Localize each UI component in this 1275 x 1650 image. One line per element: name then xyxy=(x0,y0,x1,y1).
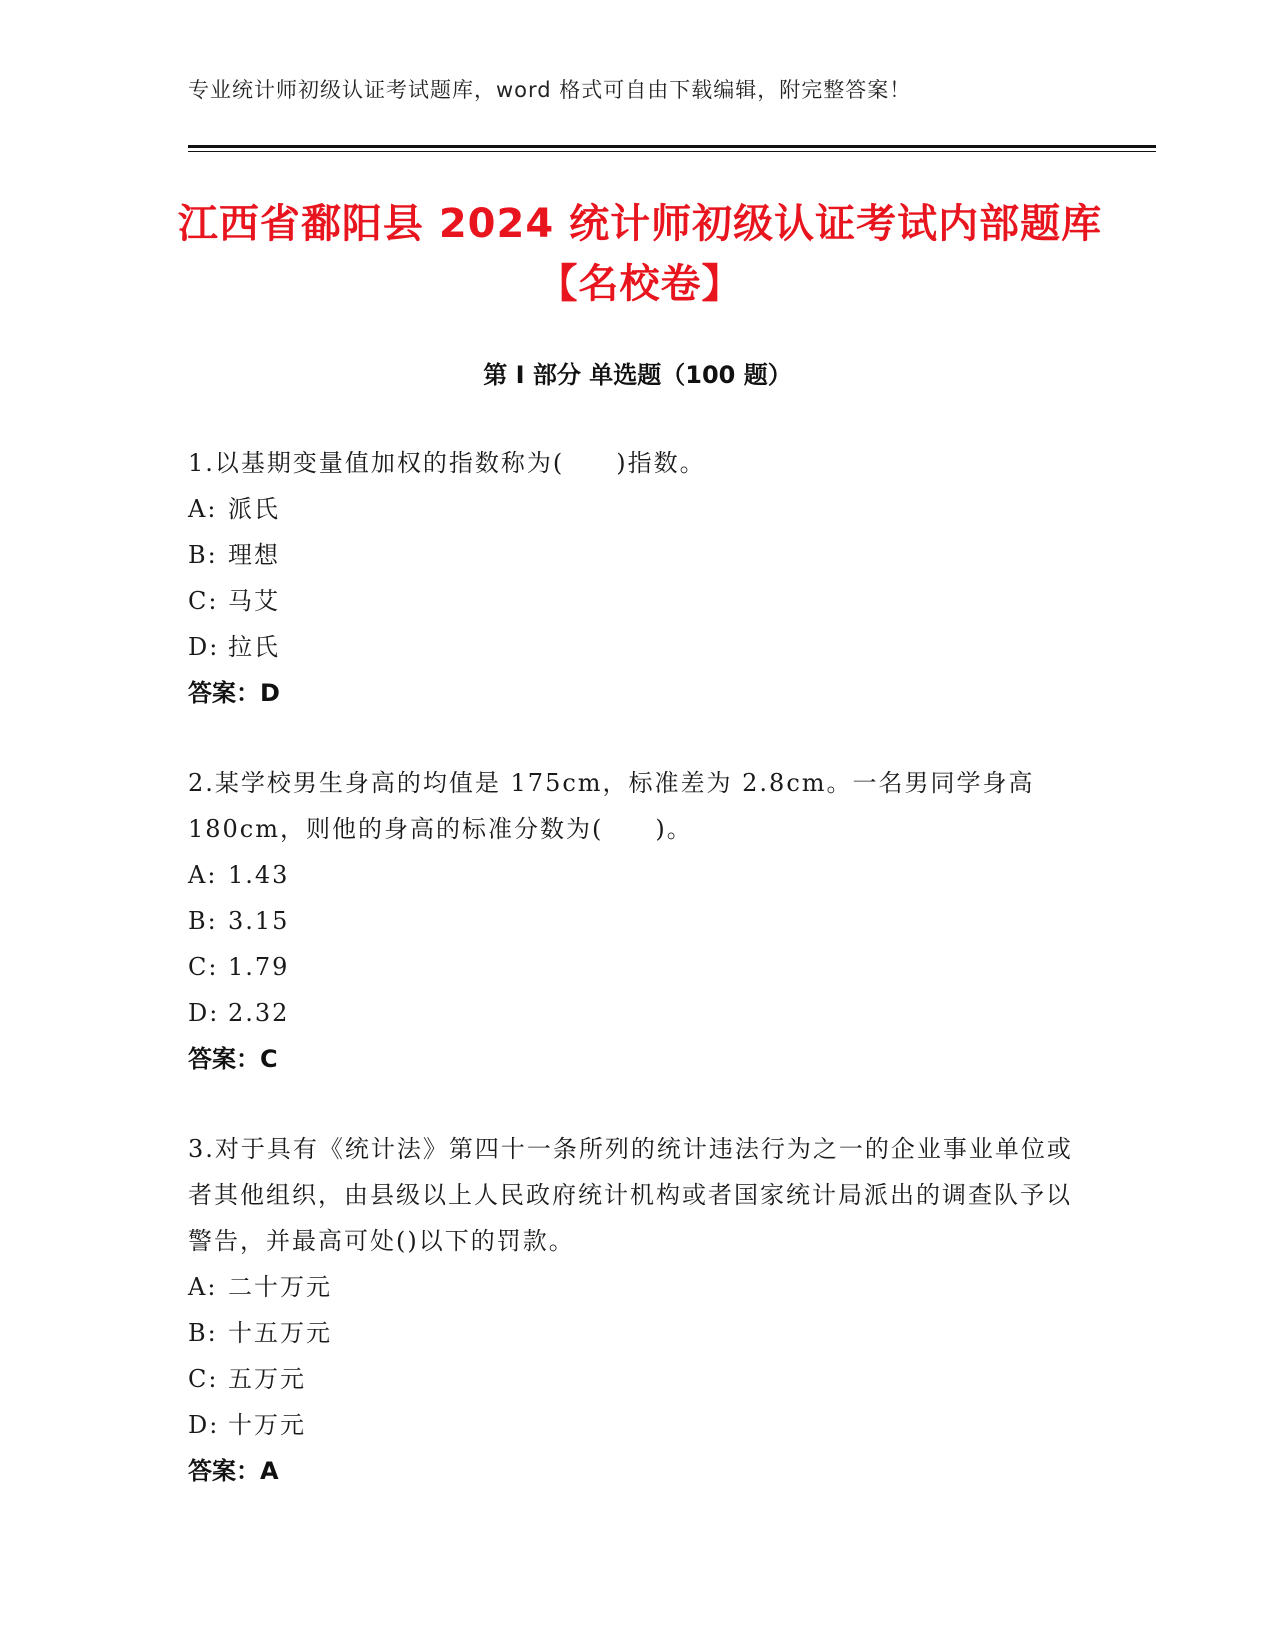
question-stem: 1.以基期变量值加权的指数称为( )指数。 xyxy=(188,449,706,477)
option-letter: C: xyxy=(188,587,219,615)
option-a xyxy=(188,1264,1088,1310)
question-stem: 2.某学校男生身高的均值是 175cm，标准差为 2.8cm。一名男同学身高 180cm，则他的身高的标准分数为( )。 xyxy=(188,769,1035,843)
option-letter: D: xyxy=(188,633,220,661)
option-text: 理想 xyxy=(228,541,280,569)
option-a xyxy=(188,852,1088,898)
option-text: 五万元 xyxy=(228,1365,306,1393)
option-letter: A: xyxy=(188,495,218,523)
option-text: 马艾 xyxy=(228,587,280,615)
option-d xyxy=(188,624,1088,670)
question-3 xyxy=(188,1126,1088,1494)
option-b xyxy=(188,898,1088,944)
answer-label: 答案：A xyxy=(188,1457,279,1485)
option-text: 十万元 xyxy=(228,1411,306,1439)
option-b xyxy=(188,532,1088,578)
option-b xyxy=(188,1310,1088,1356)
option-letter: B: xyxy=(188,907,218,935)
option-text: 2.32 xyxy=(228,999,290,1027)
option-letter: A: xyxy=(188,861,218,889)
option-d xyxy=(188,1402,1088,1448)
option-text: 派氏 xyxy=(228,495,280,523)
option-letter: D: xyxy=(188,999,220,1027)
question-list xyxy=(188,440,1088,1538)
option-letter: D: xyxy=(188,1411,220,1439)
document-title: 江西省鄱阳县 2024 统计师初级认证考试内部题库【名校卷】 xyxy=(177,201,1103,307)
option-letter: C: xyxy=(188,1365,219,1393)
option-c xyxy=(188,944,1088,990)
option-c xyxy=(188,1356,1088,1402)
option-letter: B: xyxy=(188,541,218,569)
header-note: 专业统计师初级认证考试题库，word 格式可自由下载编辑，附完整答案！ xyxy=(188,78,912,102)
option-text: 十五万元 xyxy=(228,1319,332,1347)
option-text: 1.43 xyxy=(228,861,290,889)
option-text: 3.15 xyxy=(228,907,290,935)
option-text: 二十万元 xyxy=(228,1273,332,1301)
option-letter: B: xyxy=(188,1319,218,1347)
question-1 xyxy=(188,440,1088,716)
answer-label: 答案：C xyxy=(188,1045,278,1073)
header-divider-thick xyxy=(188,145,1156,148)
question-2 xyxy=(188,760,1088,1082)
option-c xyxy=(188,578,1088,624)
option-letter: A: xyxy=(188,1273,218,1301)
question-stem: 3.对于具有《统计法》第四十一条所列的统计违法行为之一的企业事业单位或者其他组织，由县级以上人民政府统计机构或者国家统计局派出的调查队予以警告，并最高可处()以下的罚款。 xyxy=(188,1135,1073,1255)
option-d xyxy=(188,990,1088,1036)
option-a xyxy=(188,486,1088,532)
option-letter: C: xyxy=(188,953,219,981)
section-title: 第 I 部分 单选题（100 题） xyxy=(483,361,792,389)
header-divider-thin xyxy=(188,151,1156,152)
answer-label: 答案：D xyxy=(188,679,280,707)
option-text: 1.79 xyxy=(228,953,290,981)
option-text: 拉氏 xyxy=(228,633,280,661)
